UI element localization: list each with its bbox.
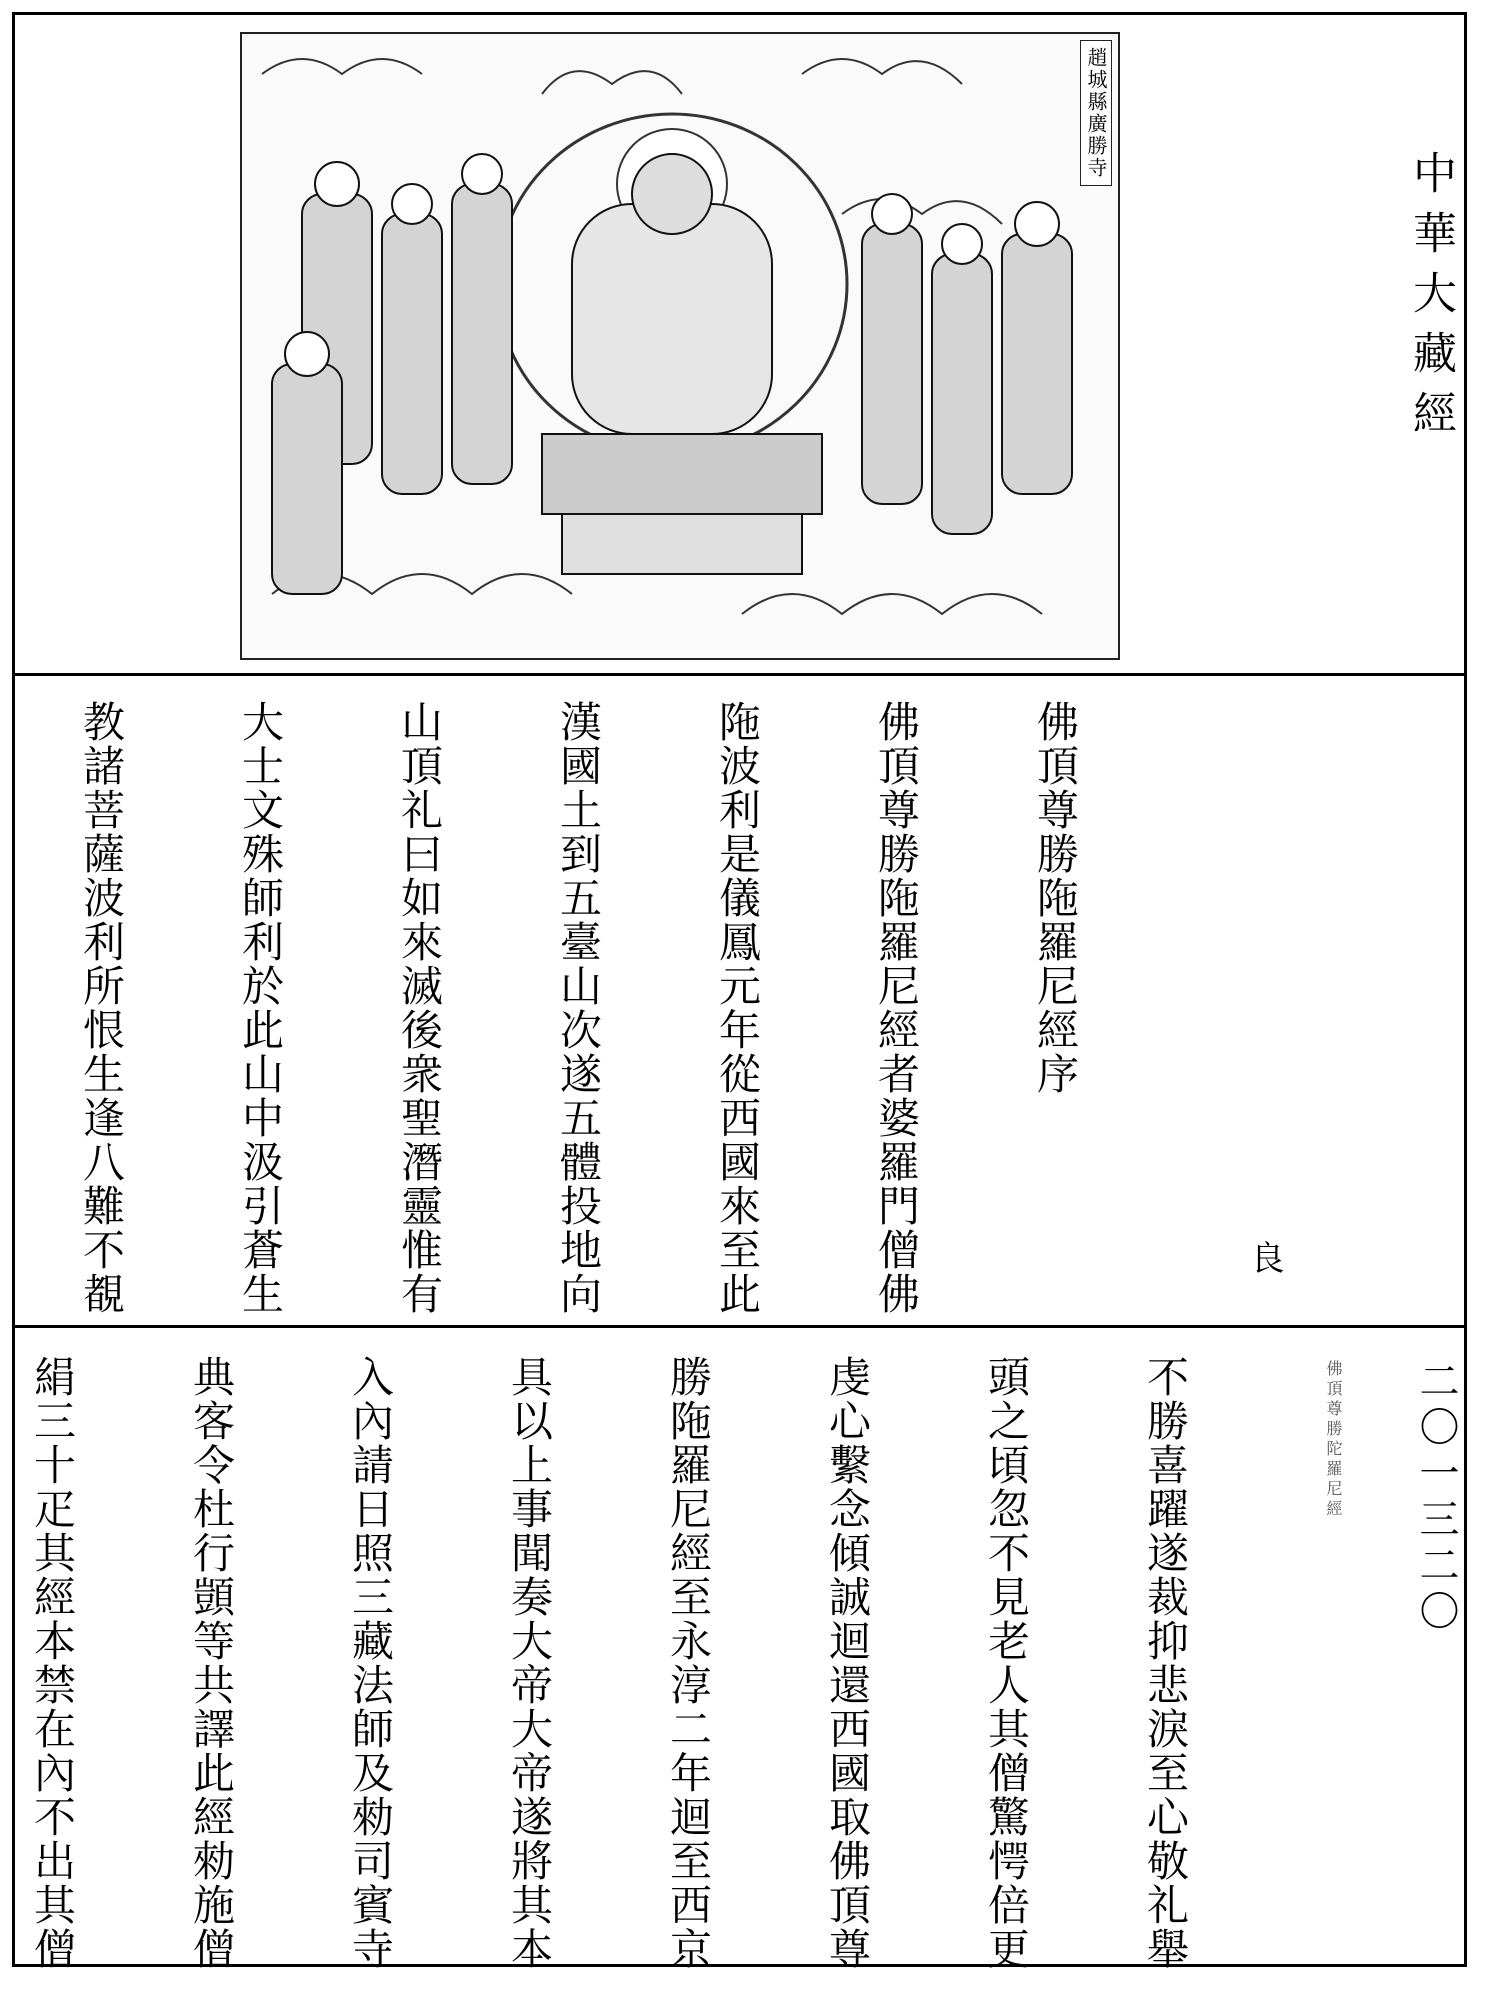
margin-note: 佛頂尊勝陀羅尼經 xyxy=(1324,1360,1343,1520)
buddha-assembly-image xyxy=(242,34,1118,658)
divider-top xyxy=(12,673,1467,676)
section1-title: 佛頂尊勝陁羅尼經序 xyxy=(1031,700,1080,1096)
section2-line: 絹三十疋其經本禁在內不出其僧 xyxy=(28,1355,77,1971)
section2-text xyxy=(0,1355,1298,1971)
section1-line: 教諸菩薩波利所恨生逢八難不覩 xyxy=(77,700,126,1316)
section1-line: 大士文殊師利於此山中汲引蒼生 xyxy=(236,700,285,1316)
woodblock-illustration xyxy=(240,32,1120,660)
illustration-caption: 趙城縣廣勝寺 xyxy=(1080,40,1112,186)
side-title: 中華大藏經 xyxy=(1405,150,1456,450)
divider-middle xyxy=(12,1325,1467,1328)
section2-line: 入內請日照三藏法師及勑司賓寺 xyxy=(346,1355,395,1971)
section1-line: 山頂礼曰如來滅後衆聖潛靈惟有 xyxy=(395,700,444,1316)
section2-line: 具以上事聞奏大帝大帝遂將其本 xyxy=(505,1355,554,1971)
section2-line: 頭之頃忽不見老人其僧驚愕倍更 xyxy=(982,1355,1031,1971)
author-mark: 良 xyxy=(1244,1240,1284,1274)
section2-line: 勝陁羅尼經至永淳二年迴至西京 xyxy=(664,1355,713,1971)
section1-line: 漢國土到五臺山次遂五體投地向 xyxy=(554,700,603,1316)
section2-line: 典客令杜行顗等共譯此經勑施僧 xyxy=(187,1355,236,1971)
section1-text xyxy=(0,700,1188,1316)
section1-line: 佛頂尊勝陁羅尼經者婆羅門僧佛 xyxy=(872,700,921,1316)
page-number: 二〇一三二〇 xyxy=(1413,1360,1459,1636)
section2-line: 虔心繫念傾誠迴還西國取佛頂尊 xyxy=(823,1355,872,1971)
section2-line: 不勝喜躍遂裁抑悲淚至心敬礼舉 xyxy=(1141,1355,1190,1971)
section1-line: 陁波利是儀鳳元年從西國來至此 xyxy=(713,700,762,1316)
